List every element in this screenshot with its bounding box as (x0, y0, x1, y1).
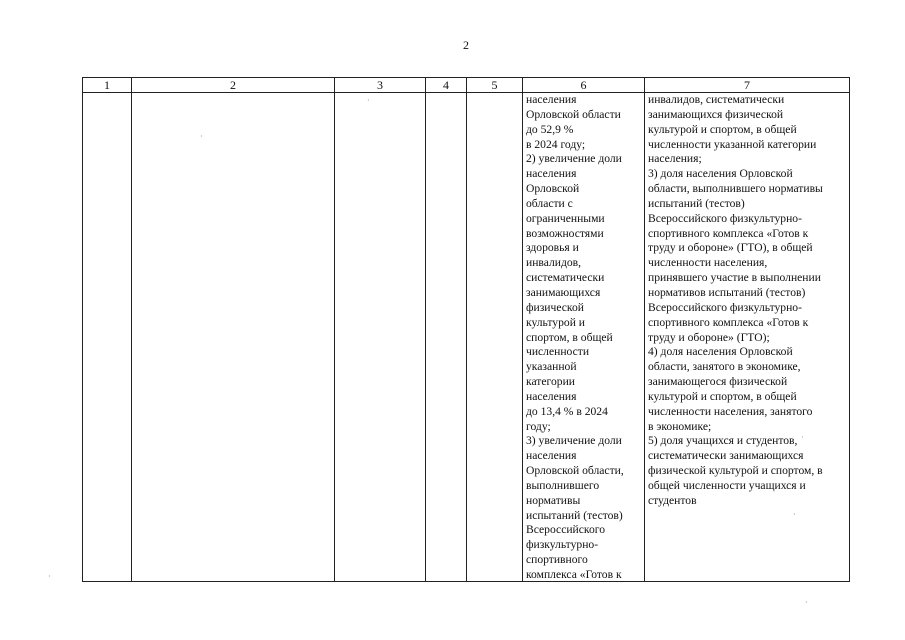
cell-col1 (83, 93, 132, 582)
scan-speck: · (367, 96, 370, 105)
scan-speck: · (793, 510, 796, 519)
column-header-1: 1 (83, 78, 132, 93)
cell-col5 (467, 93, 523, 582)
cell-col2 (132, 93, 335, 582)
table-header-row (83, 78, 850, 93)
cell-col7 (645, 93, 850, 582)
scan-speck: · (48, 572, 51, 581)
column-header-3: 3 (335, 78, 426, 93)
cell-col4 (426, 93, 467, 582)
cell-col7-text: инвалидов, систематически занимающихся физической культурой и спортом, в общей численности указанной категории населения; 3) доля населения Орловской области, выполнившего нормативы испытаний (тестов) Всероссийского физкультурно- спортивного комплекса «Готов к труду и обороне» (ГТО), в общей численности населения, принявшего участие в выполнении нормативов испытаний (тестов) Всероссийского физкультурно- спортивного комплекса «Готов к труду и обороне» (ГТО); 4) доля населения Орловской области, занятого в экономике, занимающегося физической культурой и спортом, в общей численности населения, занятого в экономике; 5) доля учащихся и студентов, систематически занимающихся физической культурой и спортом, в общей численности учащихся и студентов (648, 93, 823, 507)
cell-col6-text: населения Орловской области до 52,9 % в 2024 году; 2) увеличение доли населения Орловской области с ограниченными возможностями здоровья и инвалидов, систематически занимающихся физической культурой и спортом, в общей численности указанной категории населения до 13,4 % в 2024 году; 3) увеличение доли населения Орловской области, выполнившего нормативы испытаний (тестов) Всероссийского физкультурно- спортивного комплекса «Готов к (526, 93, 624, 581)
scan-speck: · (200, 132, 203, 141)
scan-speck: · (801, 433, 804, 442)
scan-speck: · (805, 598, 808, 607)
document-table (82, 77, 850, 582)
cell-col3 (335, 93, 426, 582)
cell-col6 (523, 93, 645, 582)
column-header-2: 2 (132, 78, 335, 93)
page-number: 2 (463, 38, 469, 52)
column-header-7: 7 (645, 78, 850, 93)
column-header-5: 5 (467, 78, 523, 93)
column-header-4: 4 (426, 78, 467, 93)
column-header-6: 6 (523, 78, 645, 93)
table-row (83, 93, 850, 582)
